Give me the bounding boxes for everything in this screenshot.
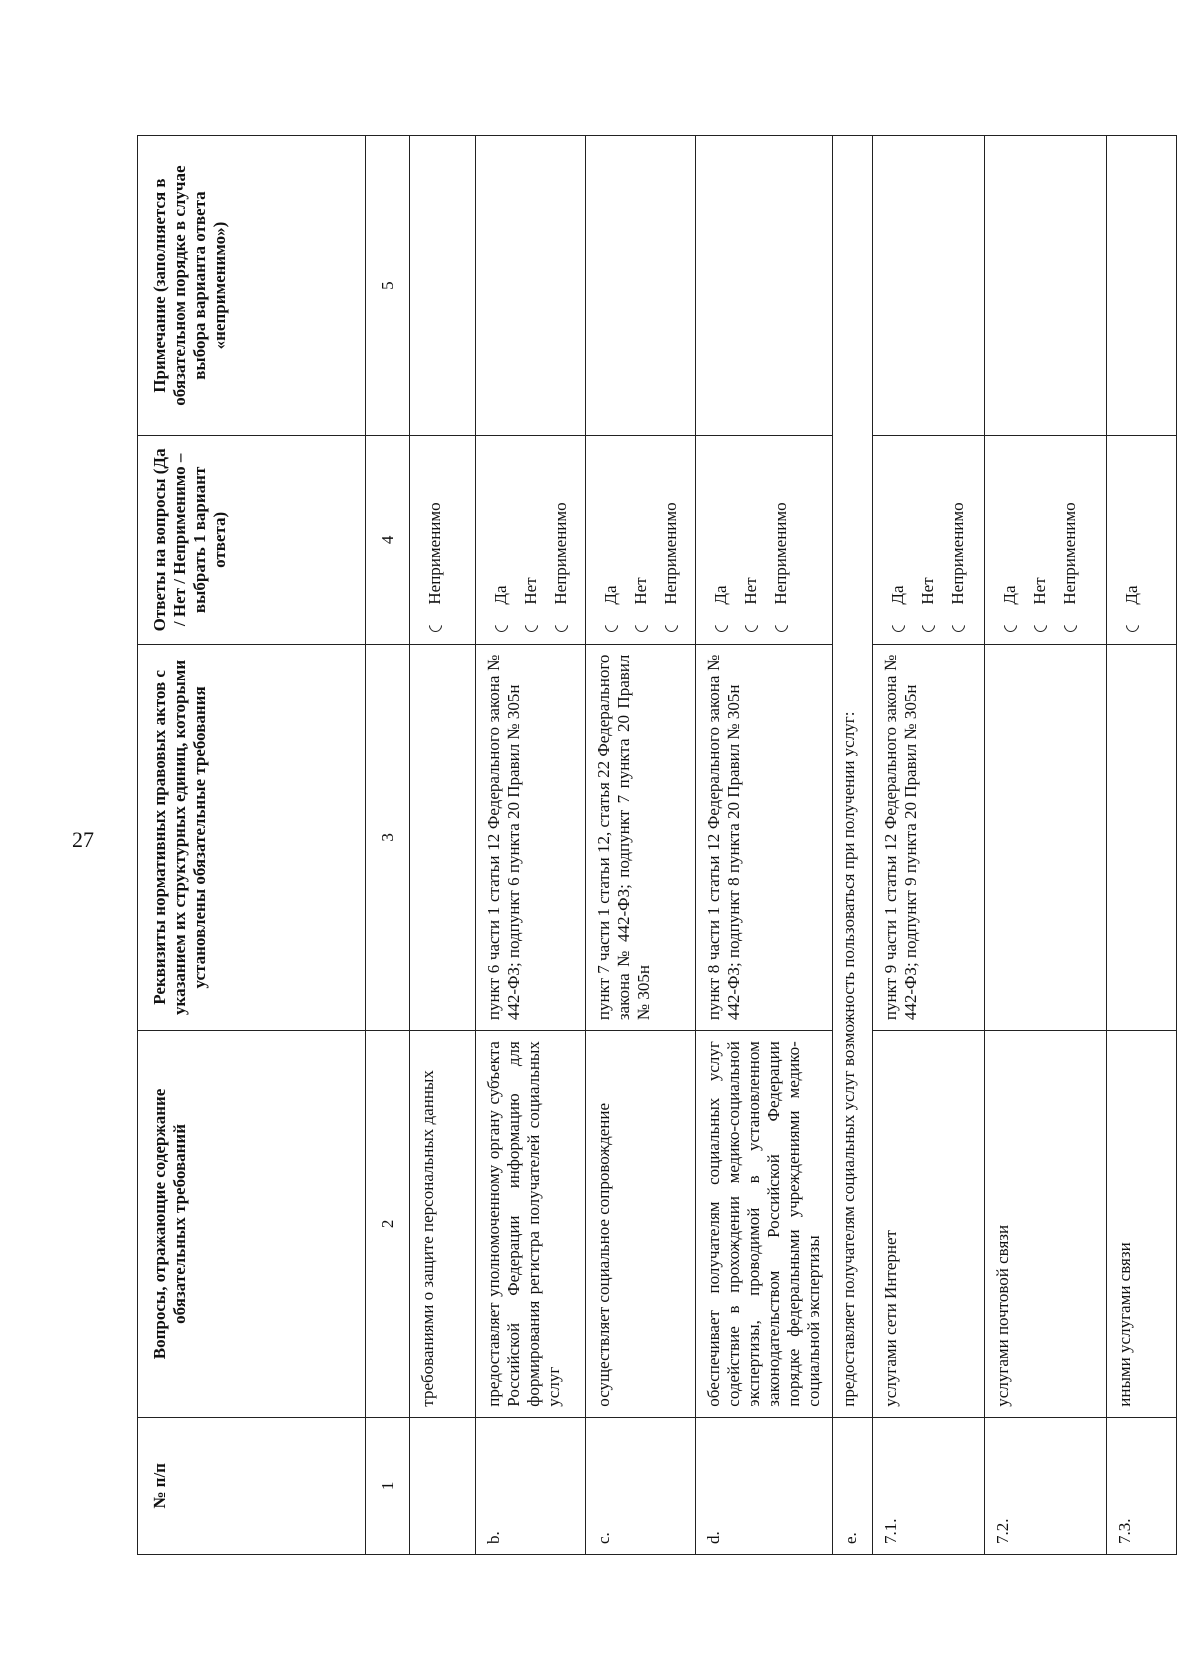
answer-option[interactable] — [995, 446, 1025, 632]
requirements-table — [137, 135, 1177, 1555]
answer-list — [1115, 446, 1147, 634]
answer-list — [484, 446, 576, 634]
radio-button-icon[interactable] — [426, 616, 444, 634]
answer-label: Неприменимо — [661, 502, 680, 605]
answer-options — [586, 436, 696, 645]
answer-option[interactable] — [1025, 446, 1055, 632]
legal-reference — [410, 644, 476, 1031]
row-number: 7.2. — [985, 1417, 1107, 1554]
radio-button-icon[interactable] — [772, 616, 790, 634]
question-text: требованиями о защите персональных данных — [410, 1031, 476, 1418]
page-number: 27 — [72, 827, 94, 852]
row-number — [410, 1417, 476, 1554]
answer-options — [410, 436, 476, 645]
answer-list — [881, 446, 973, 634]
column-number-row — [366, 136, 410, 1555]
answer-label: Да — [1122, 585, 1141, 605]
answer-label: Нет — [631, 577, 650, 605]
radio-button-icon[interactable] — [522, 616, 540, 634]
radio-button-icon[interactable] — [742, 616, 760, 634]
table-row — [696, 136, 833, 1555]
note-cell — [873, 136, 985, 436]
answer-option[interactable] — [596, 446, 626, 632]
radio-button-icon[interactable] — [632, 616, 650, 634]
legal-reference — [985, 644, 1107, 1031]
answer-label: Неприменимо — [425, 502, 444, 605]
question-text: услугами почтовой связи — [985, 1031, 1107, 1418]
answer-label: Неприменимо — [771, 502, 790, 605]
answer-label: Нет — [521, 577, 540, 605]
radio-button-icon[interactable] — [919, 616, 937, 634]
header-note: Примечание (заполняется в обязательном порядке в случае выбора варианта ответа «неприменимо») — [138, 136, 366, 436]
table-body — [410, 136, 1177, 1555]
answer-option[interactable] — [736, 446, 766, 632]
radio-button-icon[interactable] — [492, 616, 510, 634]
answer-label: Да — [711, 585, 730, 605]
radio-button-icon[interactable] — [552, 616, 570, 634]
row-number: b. — [476, 1417, 586, 1554]
row-number: 7.1. — [873, 1417, 985, 1554]
header-row — [138, 136, 366, 1555]
section-heading: предоставляет получателям социальных услуг возможность пользоваться при получении услуг: — [833, 136, 873, 1418]
answer-label: Да — [1000, 585, 1019, 605]
legal-reference: пункт 9 части 1 статьи 12 Федерального закона № 442-ФЗ; подпункт 9 пункта 20 Правил № 305н — [873, 644, 985, 1031]
answer-options — [696, 436, 833, 645]
answer-list — [594, 446, 686, 634]
table-row — [476, 136, 586, 1555]
answer-label: Неприменимо — [1060, 502, 1079, 605]
answer-option[interactable] — [656, 446, 686, 632]
note-cell — [586, 136, 696, 436]
column-number: 3 — [366, 644, 410, 1031]
answer-label: Да — [491, 585, 510, 605]
answer-option[interactable] — [420, 446, 450, 632]
column-number: 5 — [366, 136, 410, 436]
header-question: Вопросы, отражающие содержание обязательных требований — [138, 1031, 366, 1418]
note-cell — [476, 136, 586, 436]
answer-options — [985, 436, 1107, 645]
row-number: d. — [696, 1417, 833, 1554]
header-reference: Реквизиты нормативных правовых актов с указанием их структурных единиц, которыми установлены обязательные требования — [138, 644, 366, 1031]
answer-option[interactable] — [626, 446, 656, 632]
answer-option[interactable] — [546, 446, 576, 632]
radio-button-icon[interactable] — [602, 616, 620, 634]
answer-option[interactable] — [706, 446, 736, 632]
table-row — [410, 136, 476, 1555]
question-text: услугами сети Интернет — [873, 1031, 985, 1418]
radio-button-icon[interactable] — [949, 616, 967, 634]
note-cell — [1107, 136, 1177, 436]
answer-option[interactable] — [943, 446, 973, 632]
legal-reference: пункт 7 части 1 статьи 12, статья 22 Федерального закона № 442-ФЗ; подпункт 7 пункта 20 Правил № 305н — [586, 644, 696, 1031]
radio-button-icon[interactable] — [1123, 616, 1141, 634]
row-number: c. — [586, 1417, 696, 1554]
answer-option[interactable] — [486, 446, 516, 632]
header-num: № п/п — [138, 1417, 366, 1554]
answer-option[interactable] — [913, 446, 943, 632]
radio-button-icon[interactable] — [1031, 616, 1049, 634]
answer-label: Да — [601, 585, 620, 605]
answer-label: Неприменимо — [551, 502, 570, 605]
radio-button-icon[interactable] — [1001, 616, 1019, 634]
table-row — [985, 136, 1107, 1555]
answer-label: Да — [888, 585, 907, 605]
answer-options — [476, 436, 586, 645]
radio-button-icon[interactable] — [1061, 616, 1079, 634]
row-number: 7.3. — [1107, 1417, 1177, 1554]
question-text: осуществляет социальное сопровождение — [586, 1031, 696, 1418]
answer-option[interactable] — [883, 446, 913, 632]
radio-button-icon[interactable] — [662, 616, 680, 634]
question-text: иными услугами связи — [1107, 1031, 1177, 1418]
table-row — [833, 136, 873, 1555]
answer-list — [418, 446, 450, 634]
table-row — [1107, 136, 1177, 1555]
legal-reference — [1107, 644, 1177, 1031]
table-row — [586, 136, 696, 1555]
answer-options — [873, 436, 985, 645]
radio-button-icon[interactable] — [712, 616, 730, 634]
answer-options — [1107, 436, 1177, 645]
note-cell — [696, 136, 833, 436]
radio-button-icon[interactable] — [889, 616, 907, 634]
note-cell — [985, 136, 1107, 436]
rotated-page — [137, 135, 1157, 1555]
answer-label: Нет — [741, 577, 760, 605]
header-answers: Ответы на вопросы (Да / Нет / Неприменимо – выбрать 1 вариант ответа) — [138, 436, 366, 645]
column-number: 1 — [366, 1417, 410, 1554]
table-row — [873, 136, 985, 1555]
answer-list — [704, 446, 796, 634]
answer-option[interactable] — [516, 446, 546, 632]
column-number: 2 — [366, 1031, 410, 1418]
note-cell — [410, 136, 476, 436]
answer-option[interactable] — [1055, 446, 1085, 632]
row-number: e. — [833, 1417, 873, 1554]
column-number: 4 — [366, 436, 410, 645]
answer-label: Нет — [1030, 577, 1049, 605]
answer-label: Нет — [918, 577, 937, 605]
question-text: обеспечивает получателям социальных услуг содействие в прохождении медико-социальной экспертизы, проводимой в установленном законодательством Российской Федерации порядке федеральными учреждениями медико-социальной экспертизы — [696, 1031, 833, 1418]
answer-option[interactable] — [766, 446, 796, 632]
checklist-sheet — [137, 135, 1157, 1555]
question-text: предоставляет уполномоченному органу субъекта Российской Федерации информацию для формирования регистра получателей социальных услуг — [476, 1031, 586, 1418]
legal-reference: пункт 6 части 1 статьи 12 Федерального закона № 442-ФЗ; подпункт 6 пункта 20 Правил № 305н — [476, 644, 586, 1031]
answer-option[interactable] — [1117, 446, 1147, 632]
answer-list — [993, 446, 1085, 634]
answer-label: Неприменимо — [948, 502, 967, 605]
legal-reference: пункт 8 части 1 статьи 12 Федерального закона № 442-ФЗ; подпункт 8 пункта 20 Правил № 305н — [696, 644, 833, 1031]
